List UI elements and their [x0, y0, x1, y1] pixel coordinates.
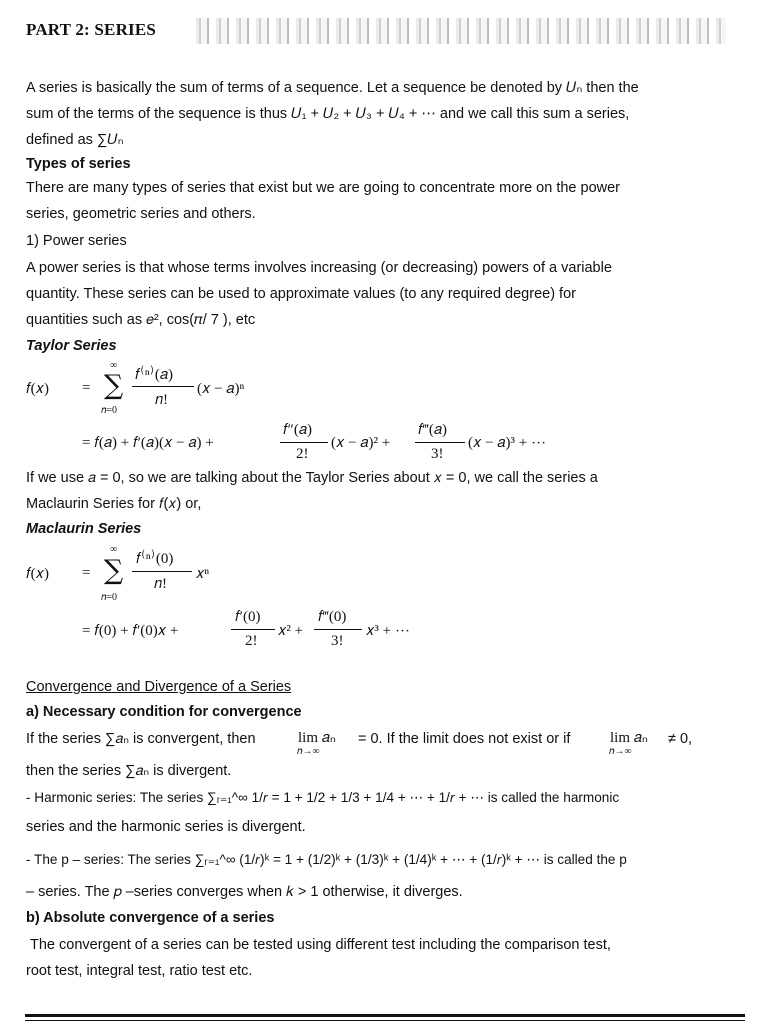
- maclaurin-sum-lower: 𝑛=0: [101, 592, 118, 603]
- taylor-denominator: 𝑛!: [155, 392, 169, 408]
- limit-one-subscript: 𝑛→∞: [297, 746, 320, 757]
- maclaurin-third-fraction-bar: [314, 629, 362, 630]
- taylor-three-factorial: 3!: [431, 446, 444, 462]
- scan-noise-band: [196, 18, 726, 44]
- limit-two-subscript: 𝑛→∞: [609, 746, 632, 757]
- bottom-rule-thick: [25, 1014, 745, 1017]
- necessary-line-1-start: If the series ∑𝑎ₙ is convergent, then: [26, 731, 256, 747]
- power-line-2: quantity. These series can be used to approximate values (to any required degree) for: [26, 286, 576, 302]
- absolute-line-2: root test, integral test, ratio test etc.: [26, 963, 253, 979]
- taylor-sigma: ∑: [104, 370, 124, 401]
- maclaurin-two-factorial: 2!: [245, 633, 258, 649]
- power-line-1: A power series is that whose terms involves increasing (or decreasing) powers of a variable: [26, 260, 612, 276]
- taylor-fraction-bar: [132, 386, 194, 387]
- taylor-heading: Taylor Series: [26, 338, 117, 354]
- intro-line-1: A series is basically the sum of terms of a sequence. Let a sequence be denoted by 𝑈ₙ then the: [26, 80, 639, 96]
- bottom-rule-thin: [25, 1020, 745, 1021]
- limit-two: lim 𝑎ₙ: [610, 730, 648, 746]
- taylor-numerator: 𝑓⁽ⁿ⁾(𝑎): [135, 367, 174, 383]
- taylor-third-fraction-bar: [415, 442, 465, 443]
- taylor-expansion-start: = 𝑓(𝑎) + 𝑓′(𝑎)(𝑥 − 𝑎) +: [82, 435, 214, 451]
- taylor-tail: (𝑥 − 𝑎)ⁿ: [197, 381, 245, 397]
- taylor-two-factorial: 2!: [296, 446, 309, 462]
- maclaurin-second-fraction-bar: [231, 629, 275, 630]
- absolute-line-1: The convergent of a series can be tested using different test including the comparison test,: [30, 937, 611, 953]
- maclaurin-sum-upper: ∞: [110, 544, 118, 555]
- intro-line-2: sum of the terms of the sequence is thus 𝑈₁ + 𝑈₂ + 𝑈₃ + 𝑈₄ + ⋯ and we call this sum a series,: [26, 106, 630, 122]
- maclaurin-fraction-bar: [132, 571, 192, 572]
- types-line-1: There are many types of series that exist but we are going to concentrate more on the power: [26, 180, 621, 196]
- necessary-line-1-middle: = 0. If the limit does not exist or if: [358, 731, 571, 747]
- maclaurin-expansion-start: = 𝑓(0) + 𝑓′(0)𝑥 +: [82, 623, 179, 639]
- types-heading: Types of series: [26, 156, 131, 172]
- taylor-third-derivative: 𝑓‴(𝑎): [418, 422, 448, 438]
- taylor-second-derivative: 𝑓″(𝑎): [283, 422, 313, 438]
- maclaurin-numerator: 𝑓⁽ⁿ⁾(0): [136, 551, 174, 567]
- maclaurin-second-term: 𝑥² +: [278, 623, 304, 639]
- maclaurin-lhs: 𝑓(𝑥): [26, 566, 50, 582]
- harmonic-series-line-1: - Harmonic series: The series ∑ᵣ₌₁^∞ 1/𝑟 = 1 + 1/2 + 1/3 + 1/4 + ⋯ + 1/𝑟 + ⋯ is called the harmonic: [26, 790, 620, 805]
- maclaurin-sigma: ∑: [104, 555, 124, 586]
- taylor-third-term: (𝑥 − 𝑎)³ + ⋯: [468, 435, 546, 451]
- limit-one: lim 𝑎ₙ: [298, 730, 336, 746]
- taylor-lhs: 𝑓(𝑥): [26, 381, 50, 397]
- not-equal-zero: ≠ 0,: [668, 731, 693, 747]
- taylor-second-term: (𝑥 − 𝑎)² +: [331, 435, 391, 451]
- taylor-note-line-1: If we use 𝑎 = 0, so we are talking about the Taylor Series about 𝑥 = 0, we call the series a: [26, 470, 598, 486]
- maclaurin-equals: =: [82, 565, 91, 581]
- maclaurin-third-derivative: 𝑓‴(0): [318, 609, 347, 625]
- taylor-second-fraction-bar: [280, 442, 328, 443]
- taylor-equals: =: [82, 380, 91, 396]
- harmonic-series-line-2: series and the harmonic series is divergent.: [26, 819, 306, 835]
- convergence-heading: Convergence and Divergence of a Series: [26, 679, 292, 695]
- p-series-line-1: - The p – series: The series ∑ᵣ₌₁^∞ (1/𝑟)ᵏ = 1 + (1/2)ᵏ + (1/3)ᵏ + (1/4)ᵏ + ⋯ + (1/𝑟)ᵏ + ⋯ is called the p: [26, 852, 627, 867]
- intro-line-3: defined as ∑𝑈ₙ: [26, 132, 124, 148]
- necessary-heading: a) Necessary condition for convergence: [26, 704, 302, 720]
- power-line-3: quantities such as 𝑒², cos(𝜋/ 7 ), etc: [26, 312, 256, 328]
- maclaurin-heading: Maclaurin Series: [26, 521, 142, 537]
- p-series-line-2: – series. The 𝑝 –series converges when 𝑘 > 1 otherwise, it diverges.: [26, 884, 463, 900]
- maclaurin-three-factorial: 3!: [331, 633, 344, 649]
- taylor-sum-lower: 𝑛=0: [101, 405, 118, 416]
- absolute-convergence-heading: b) Absolute convergence of a series: [26, 910, 275, 926]
- maclaurin-tail: 𝑥ⁿ: [196, 566, 210, 582]
- taylor-sum-upper: ∞: [110, 360, 118, 371]
- necessary-line-2: then the series ∑𝑎ₙ is divergent.: [26, 763, 232, 779]
- types-line-2: series, geometric series and others.: [26, 206, 256, 222]
- maclaurin-denominator: 𝑛!: [154, 576, 168, 592]
- taylor-note-line-2: Maclaurin Series for 𝑓(𝑥) or,: [26, 496, 202, 512]
- maclaurin-third-term: 𝑥³ + ⋯: [366, 623, 410, 639]
- page-title: PART 2: SERIES: [26, 20, 157, 39]
- maclaurin-second-derivative: 𝑓′(0): [235, 609, 261, 625]
- power-heading: 1) Power series: [26, 233, 127, 249]
